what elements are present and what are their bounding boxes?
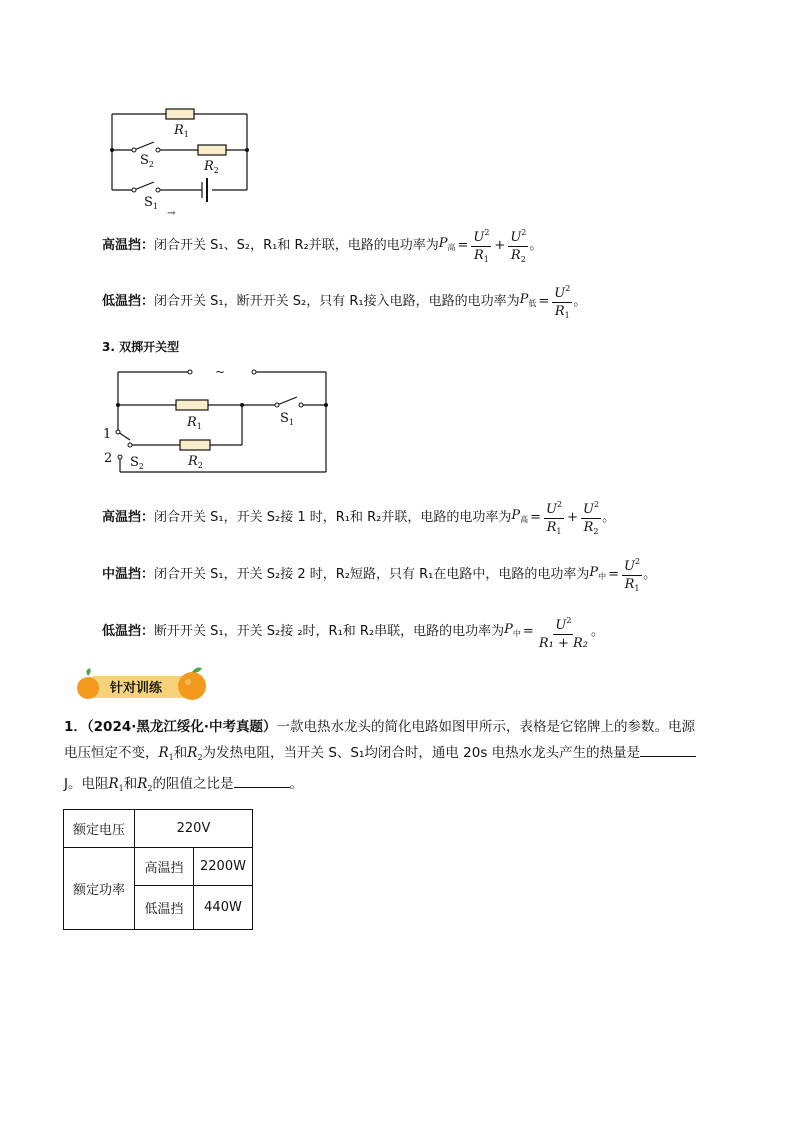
question-line-1: 1．（2024·黑龙江绥化·中考真题）一款电热水龙头的简化电路如图甲所示，表格是它铭牌上的参数。电源 [64, 719, 695, 735]
fraction-u2-r1: $\frac{U^2}{R_1}$ [552, 281, 572, 323]
label: 中温挡： [102, 567, 155, 582]
high-temp-label: 高温挡 [135, 848, 194, 886]
contact-1-label: 1 [103, 427, 112, 442]
r2-label: R [204, 159, 214, 174]
low-temp-value: 440W [194, 886, 253, 930]
rated-power-label: 额定功率 [64, 848, 135, 930]
badge-label: 针对训练 [110, 681, 163, 696]
svg-text:S2: $S_2$ [140, 153, 154, 169]
heat-answer-blank[interactable] [640, 756, 696, 757]
question-1 [64, 714, 724, 802]
fraction-u2-r2: $\frac{U^2}{R_2}$ [581, 497, 601, 539]
spec-table [63, 809, 253, 930]
circuit-diagram-2 [100, 360, 340, 480]
svg-text:R1: $R_1$ [174, 123, 189, 139]
fraction-u2-r1: $\frac{U^2}{R_1}$ [622, 554, 642, 596]
low-temp-label: 低温挡 [135, 886, 194, 930]
power-symbol: $P_中$ [589, 565, 607, 581]
text: 闭合开关 S₁、S₂，R₁和 R₂并联，电路的电功率为 [154, 238, 439, 253]
s1-label: S [144, 195, 153, 210]
s1-label: S [280, 411, 289, 426]
r2-label: R [188, 454, 198, 469]
practice-badge [76, 666, 212, 706]
svg-text:S1: $S_1$ [144, 195, 158, 211]
fraction-u2-r1-plus-r2: $\frac{U^2}{\text{R₁ + R₂}}$ [537, 613, 590, 651]
text: 闭合开关 S₁，开关 S₂接 1 时，R₁和 R₂并联，电路的电功率为 [154, 510, 512, 525]
svg-text:R2: $R_2$ [204, 159, 219, 175]
rated-voltage-value: 220V [135, 810, 253, 848]
question-source: （2024·黑龙江绥化·中考真题） [86, 719, 277, 735]
question-line-2: 电压恒定不变，$R_1$和$R_2$为发热电阻，当开关 S、S₁均闭合时，通电 20s 电热水龙头产生的热量是 [64, 740, 724, 771]
s2-label: S [130, 455, 139, 470]
rated-voltage-label: 额定电压 [64, 810, 135, 848]
ratio-answer-blank[interactable] [234, 787, 290, 788]
current-arrow: → [167, 208, 176, 219]
fraction-u2-r1: $\frac{U^2}{R_1}$ [544, 497, 564, 539]
svg-text:S1: $S_1$ [280, 411, 294, 427]
circuit-diagram-1 [100, 100, 260, 220]
question-line-3: J。电阻$R_1$和$R_2$的阻值之比是 。 [64, 776, 304, 793]
power-symbol: $P_高$ [511, 508, 529, 524]
power-symbol: $P_中$ [504, 622, 521, 638]
power-symbol: $P_高$ [438, 236, 456, 252]
text: 闭合开关 S₁，断开开关 S₂，只有 R₁接入电路，电路的电功率为 [154, 294, 520, 309]
label: 低温挡： [102, 624, 155, 639]
svg-text:S2: $S_2$ [130, 455, 144, 471]
text: 断开开关 S₁，开关 S₂接 ₂时，R₁和 R₂串联，电路的电功率为 [154, 624, 505, 639]
s2-label: S [140, 153, 149, 168]
r1-label: R [174, 123, 184, 138]
low-temp-paragraph-1: 低温挡： 闭合开关 S₁，断开开关 S₂，只有 R₁接入电路，电路的电功率为 $P_低$ = $\frac{U^2}{R_1}$ 。 [102, 282, 586, 322]
ac-source-symbol: ~ [215, 365, 226, 379]
mid-temp-paragraph-2: 中温挡： 闭合开关 S₁，开关 S₂接 2 时，R₂短路，只有 R₁在电路中，电路的电功率为 $P_中$ = $\frac{U^2}{R_1}$ 。 [102, 555, 656, 595]
high-temp-paragraph-2: 高温挡： 闭合开关 S₁，开关 S₂接 1 时，R₁和 R₂并联，电路的电功率为 $P_高$ = $\frac{U^2}{R_1}$ + $\frac{U^2}{R_2}$ 。 [102, 498, 615, 538]
svg-text:R1: $R_1$ [187, 415, 202, 431]
low-temp-paragraph-2: 低温挡： 断开开关 S₁，开关 S₂接 ₂时，R₁和 R₂串联，电路的电功率为 $P_中$ = $\frac{U^2}{\text{R₁ + R₂}}$ 。 [102, 612, 604, 652]
text: 闭合开关 S₁，开关 S₂接 2 时，R₂短路，只有 R₁在电路中，电路的电功率为 [154, 567, 590, 582]
r1-label: R [187, 415, 197, 430]
label: 低温挡： [102, 294, 155, 309]
contact-2-label: 2 [104, 451, 113, 466]
high-temp-paragraph-1: 高温挡： 闭合开关 S₁、S₂，R₁和 R₂并联，电路的电功率为 $P_高$ = $\frac{U^2}{R_1}$ + $\frac{U^2}{R_2}$ 。 [102, 226, 542, 266]
high-temp-value: 2200W [194, 848, 253, 886]
section-3-heading: 3. 双掷开关型 [102, 340, 180, 354]
fraction-u2-r1: $\frac{U^2}{R_1}$ [471, 225, 491, 267]
svg-text:R2: $R_2$ [188, 454, 203, 470]
fraction-u2-r2: $\frac{U^2}{R_2}$ [508, 225, 528, 267]
power-symbol: $P_低$ [519, 292, 537, 308]
label: 高温挡： [102, 510, 155, 525]
label: 高温挡： [102, 238, 155, 253]
